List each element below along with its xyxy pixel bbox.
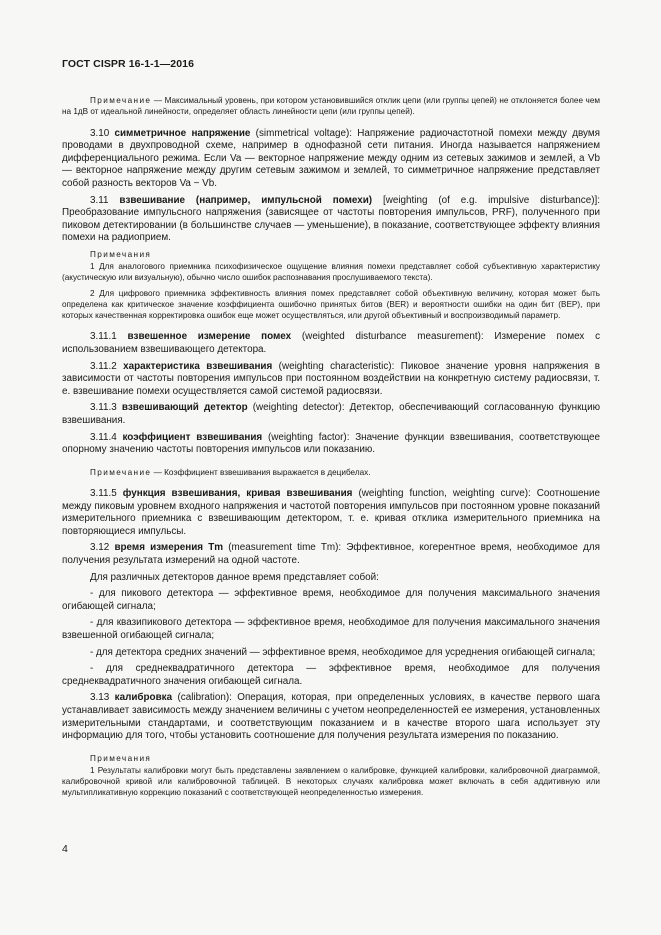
term-3-11-4: 3.11.4 коэффициент взвешивания (weighting factor): Значение функции взвешивания, соответствующее опорному значению частоты повторения импульсов или показанию. [62,431,601,456]
term-3-13: 3.13 калибровка (calibration): Операция, которая, при определенных условиях, в качестве первого шага устанавливает зависимость между значением величины с учетом неопределенностей ее измерения, установленных измерительными стандартами, и соответствующим показанием и в качестве второго шага использует эту информацию для того, чтобы установить соотношение для получения результата измерения по показанию. [62,692,600,742]
detectors-intro: Для различных детекторов данное время представляет собой: [90,571,379,583]
term-3-12: 3.12 время измерения Tm (measurement time Tm): Эффективное, когерентное время, необходимое для получения результата измерений на одной частоте. [62,542,601,567]
note-digital: 2 Для цифрового приемника эффективность влияния помех представляет собой объективную величину, которая может быть определена как критическое значение коэффициента ошибочно принятых битов (BER) и вероятности ошибки на один бит (BEP), при которых качественная корректировка ошибок еще может осуществляться, или другой объективный и воспроизводимый параметр. [62,288,600,321]
term-3-11: 3.11 взвешивание (например, импульсной помехи) [weighting (of e.g. impulsive disturbance)]: Преобразование импульсного напряжения (зависящее от частоты повторения импульсов, PRF), полученного при пиковом детектировании (в большинстве случаев — уменьшение), в показание, соответствующее эффекту влияния помехи на радиоприем. [62,194,600,244]
note-calibration: 1 Результаты калибровки могут быть представлены заявлением о калибровке, функцией калибровки, калибровочной диаграммой, калибровочной кривой или калибровочной таблицей. В некоторых случаях калибровка может включать в себя аддитивную или мультипликативную коррекцию показаний с соответствующей неопределенностью измерения. [62,765,600,798]
notes-heading: Примечания [90,249,152,259]
notes-heading-2: Примечания [90,753,152,763]
document-page [62,58,600,803]
detector-peak: - для пикового детектора — эффективное время, необходимое для получения максимального значения огибающей сигнала; [62,588,600,612]
term-3-11-3: 3.11.3 взвешивающий детектор (weighting detector): Детектор, обеспечивающий согласованную функцию взвешивания. [62,402,601,426]
note-linearity: Примечание — Максимальный уровень, при котором установившийся отклик цепи (или группы цепей) не отклоняется более чем на 1дВ от идеальной линейности, определяет область линейности цепи (или группы цепей). [62,96,600,117]
note-weighting-factor: Примечание — Коэффициент взвешивания выражается в децибелах. [90,467,371,477]
detector-quasi-peak: - для квазипикового детектора — эффективное время, необходимое для получения максимального значения взвешенной огибающей сигнала; [62,617,600,641]
term-3-11-2: 3.11.2 характеристика взвешивания (weighting characteristic): Пиковое значение уровня напряжения в зависимости от частоты повторения импульсов при постоянном воздействии на конкретную систему радиосвязи, т. е. взвешивание помехи осуществляется самой системой радиосвязи. [62,360,601,397]
term-3-10: 3.10 симметричное напряжение (simmetrical voltage): Напряжение радиочастотной помехи между двумя проводами в двухпроводной схеме, например в однофазной сети питания. Иногда называется напряжением дифференциального режима. Если Va — векторное напряжение между одним из сетевых зажимов и землей, а Vb — векторное напряжение между другим сетевым зажимом и землей, то симметричное напряжение представляет собой разность векторов Va − Vb. [62,127,600,189]
term-3-11-1: 3.11.1 взвешенное измерение помех (weighted disturbance measurement): Измерение помех с использованием взвешивающего детектора. [62,331,601,356]
standard-header: ГОСТ CISPR 16-1-1—2016 [62,58,195,70]
detector-rms: - для среднеквадратичного детектора — эффективное время, необходимое для получения среднеквадратичного значения огибающей сигнала. [62,663,600,687]
note-analog: 1 Для аналогового приемника психофизическое ощущение влияния помехи представляет собой субъективную характеристику (акустическую или визуальную), обычно число ошибок распознавания прослушиваемого текста). [62,261,600,283]
term-3-11-5: 3.11.5 функция взвешивания, кривая взвешивания (weighting function, weighting curve): Соотношение между пиковым уровнем входного напряжения и частотой повторения импульсов при постоянном уровне показаний измерительного приемника с взвешивающим детектором, т. е. кривая отклика измерительного приемника на повторяющиеся импульсы. [62,488,600,537]
detector-average: - для детектора средних значений — эффективное время, необходимое для усреднения огибающей сигнала; [90,646,596,658]
page-number: 4 [62,843,68,855]
